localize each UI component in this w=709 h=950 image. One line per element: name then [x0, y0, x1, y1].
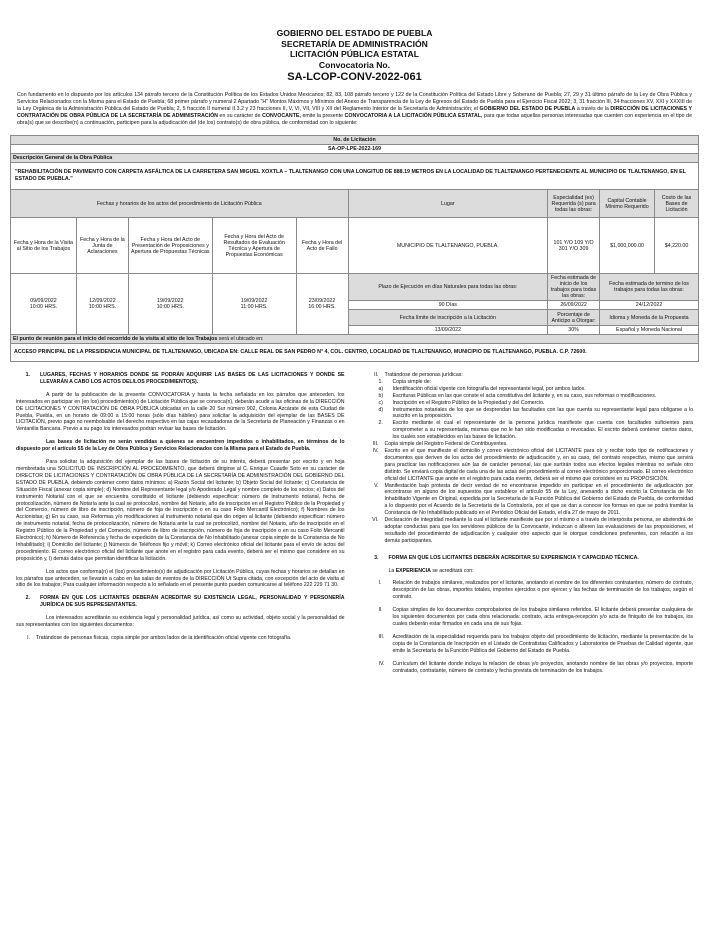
header-tender-type: LICITACIÓN PÚBLICA ESTATAL — [290, 49, 419, 59]
list-item — [16, 635, 345, 642]
schedule-label: Fechas y horarios de los actos del procedimiento de Licitación Pública — [11, 190, 349, 218]
location-label: Lugar — [348, 190, 548, 218]
list-item — [365, 379, 694, 386]
list-marker: d) — [378, 406, 384, 413]
list-text: Copias simples de los documentos comprobatorios de los trabajos similares referidos. El licitante deberá presentar cualquiera de los siguientes documentos por cada obra relacionada: contrato, acta entrega-recepción y/o acta de finiquito de los trabajos, los cuales deberán estar firmados en cada una de sus fojas. — [392, 607, 693, 627]
cost-label: Costo de las Bases de Licitación — [655, 190, 699, 218]
technical-opening-label: Fecha y Hora del Acto de Presentación de Proposiciones y Apertura de Propuestas Técnicas — [128, 218, 212, 274]
experience-intro-c: se acreditará con: — [430, 567, 474, 574]
call-number: SA-LCOP-CONV-2022-061 — [287, 71, 422, 83]
site-visit-hour: 10:00 HRS. — [29, 304, 58, 310]
ruling-date — [296, 274, 348, 335]
start-value: 26/09/2022 — [548, 301, 600, 310]
list-item — [365, 634, 694, 655]
section-2-title: FORMA EN QUE LOS LICITANTES DEBERÁN ACREDITAR SU EXISTENCIA LEGAL, PERSONALIDAD Y PERSONERÍA JURÍDICA DE SUS REPRESENTANTES. — [40, 595, 345, 609]
section-1-paragraph-2: Las bases de licitación no serán vendidas a quienes se encuentren impedidos o inhabilitados, en términos de lo dispuesto por el artículo 55 de la Ley de Obra Pública y Servicios Relacionados con la Misma para el Estado de Puebla. — [16, 439, 345, 453]
list-item — [365, 407, 694, 421]
right-column — [365, 372, 694, 674]
location-value: MUNICIPIO DE TLALTENANGO, PUEBLA. — [348, 218, 548, 274]
list-text: Inscripción en el Registro Público de la Propiedad y del Comercio. — [392, 399, 545, 406]
list-text: Acreditación de la especialidad requerida para los trabajos objeto del procedimiento de licitación, mediante la presentación de la copia de la Constancia de Inscripción en el Listado de Contratistas Calificados y Laboratorios de Pruebas de Calidad vigente, que emite la Secretaría de la Función Pública del Gobierno del Estado de Puebla. — [392, 633, 693, 654]
section-3-heading — [365, 555, 694, 562]
specialty-line-1: 101 Y/O 109 Y/O — [553, 239, 594, 246]
intro-bold-4: CONVOCATORIA A LA LICITACIÓN PÚBLICA ESTATAL, — [344, 113, 483, 119]
intro-text-4: emite la presente — [300, 113, 345, 119]
list-marker: IV. — [378, 660, 385, 667]
section-3-title: FORMA EN QUE LOS LICITANTES DEBERÁN ACREDITAR SU EXPERIENCIA Y CAPACIDAD TÉCNICA. — [388, 554, 639, 561]
list-item — [365, 420, 694, 441]
language-label: Idioma y Moneda de la Propuesta — [600, 310, 699, 326]
experience-intro-a: La — [388, 567, 396, 574]
technical-opening-day: 19/09/2022 — [157, 298, 184, 304]
cost-value: $4,220.00 — [655, 218, 699, 274]
intro-bold-2: DIRECCIÓN DE LICITACIONES Y CONTRATACIÓN DE OBRA PÚBLICA DE LA SECRETARÍA DE ADMINISTRACIÓN — [17, 106, 692, 119]
registration-deadline-label: Fecha límite de inscripción a la Licitación — [348, 310, 548, 326]
intro-paragraph — [10, 92, 699, 127]
list-marker: a) — [378, 385, 384, 392]
language-value: Español y Moneda Nacional — [600, 326, 699, 335]
list-text: Instrumentos notariales de los que se desprendan las facultades con las que cuenta su representante legal para obligarse a lo suscrito en la proposición. — [392, 406, 693, 420]
list-item — [365, 386, 694, 393]
section-2-paragraph: Los interesados acreditarán su existencia legal y personalidad jurídica, así como su actividad, objeto social y la personalidad de sus representantes con los siguientes documentos: — [16, 615, 345, 629]
intro-text-2: a través de la — [575, 106, 611, 112]
list-text: Copia simple de: — [392, 378, 432, 385]
list-marker: I. — [27, 635, 30, 641]
meeting-point-label — [11, 335, 699, 344]
list-text: Copia simple del Registro Federal de Contribuyentes. — [384, 441, 508, 448]
advance-value: 30% — [548, 326, 600, 335]
clarification-hour: 10:00 HRS. — [88, 304, 117, 310]
list-text: Manifestación bajo protesta de decir verdad de no encontrarse impedido en participar en el procedimiento de adjudicación por encontrarse en alguno de los supuestos que establece el artículo 55 de la Ley, anexando a dicho escrito la Constancia de No Inhabilitado Vigente en Original, expedida por la Secretaría de la Función Pública del Gobierno del Estado de Puebla, de conformidad a lo dispuesto por el Acuerdo de la Secretaría de la Contraloría, por el que se dan a conocer los formas en que se podrá tramitar la Constancia de No Inhabilitado publicado en el Periódico Oficial del Estado, el día 27 de mayo de 2011. — [384, 482, 693, 517]
list-text: Relación de trabajos similares, realizados por el licitante, anotando el nombre de los diferentes contratantes, número de contrato, descripción de las obras, importes totales, importes ejercidos o por ejercer y las fechas de terminación de los trabajos, según el contrato. — [392, 580, 693, 601]
list-marker: b) — [378, 392, 384, 399]
term-label: Plazo de Ejecución en días Naturales para todas las obras: — [348, 274, 548, 301]
ruling-label: Fecha y Hora del Acto de Fallo — [296, 218, 348, 274]
list-item — [365, 448, 694, 483]
tender-number: SA-OP-LPE-2022-169 — [11, 145, 699, 154]
intro-text-1: Con fundamento en lo dispuesto por los artículos 134 párrafo tercero de la Constitución Política de los Estados Unidos Mexicanos; 82, 83, 108 párrafo tercero y 122 de la Constitución Política del Estado Libre y Soberano de Puebla; 27, 29 y 31 último párrafo de la Ley de Obra Pública y Servicios Relacionados con la Misma para el Estado de Puebla; 68 primer párrafo y numeral 2 Apartado "H" Montos Máximos y Mínimos del Anexo de Transparencia de la Ley de Egresos del Estado de Puebla para el Ejercicio Fiscal 2022; 3, 31 fracción III, 34 fracciones XV, XXI y XXXIII de la Ley Orgánica de la Administración Pública del Estado de Puebla; 2, 5 fracción II numeral II.3.2 y 23 fracciones II, V, VI, VII, VIII y XII del Reglamento Interior de la Secretaría de Administración; el — [17, 92, 692, 112]
technical-opening-date — [128, 274, 212, 335]
economic-opening-day: 19/09/2022 — [240, 298, 268, 304]
meeting-point-label-bold: El punto de reunión para el inicio del recorrido de la visita al sitio de los Trabajos — [13, 336, 218, 342]
capital-label: Capital Contable Mínimo Requerido — [600, 190, 655, 218]
experience-intro-bold: EXPERIENCIA — [395, 567, 431, 574]
list-marker: II. — [378, 607, 383, 614]
technical-opening-hour: 10:00 HRS. — [156, 304, 184, 310]
list-text: Escrito en el que manifieste el domicilio y correo electrónico oficial del LICITANTE para oír y recibir todo tipo de notificaciones y documentos que deriven de los actos del procedimiento de adjudicación y, en su caso, del contrato respectivo, mismo que servirá para practicar las notificaciones aún las de carácter personal, las que surtirán todos sus efectos legales mientras no señale otro distinto. Se enviará copia digital de cada una de las actas del procedimiento al correo electrónico proporcionado. El correo electrónico oficial del LICITANTE que anote en el registro para cada evento, deberá ser el mismo que considere en su PROPOSICIÓN. — [384, 447, 693, 482]
site-visit-day: 09/09/2022 — [30, 298, 57, 304]
economic-opening-date — [212, 274, 296, 335]
left-column — [16, 372, 345, 674]
tender-table — [10, 135, 699, 362]
intro-text-3: en su carácter de — [217, 113, 263, 119]
list-item — [365, 393, 694, 400]
section-1-title: LUGARES, FECHAS Y HORARIOS DONDE SE PODRÁN ADQUIRIR LAS BASES DE LAS LICITACIONES Y DONDE SE LLEVARÁN A CABO LOS ACTOS DEL/LOS PROCEDIMIENTO(S). — [40, 372, 345, 385]
tender-number-label: No. de Licitación — [11, 136, 699, 145]
section-2-heading — [16, 595, 345, 609]
section-2-number: 2. — [25, 595, 30, 602]
section-1-paragraph-4: Los actos que conforma(n) el (los) procedimiento(s) de adjudicación por Licitación Pública, cuyas fechas y horarios se detallan en los párrafos que anteceden, se llevarán a cabo en las salas de eventos de la DIRECCIÓN Ut Supra citada, con excepción del acto de visita al sitio de los trabajos; Para cualquier información respecto a lo señalado en el presente punto pueden comunicarse al teléfono 222 229 71 30. — [16, 568, 345, 589]
registration-deadline: 13/09/2022 — [348, 326, 548, 335]
specialty-line-2: 301 Y/O 309 — [558, 245, 589, 252]
list-item — [365, 483, 694, 518]
start-label: Fecha estimada de inicio de los trabajos para todas las obras: — [548, 274, 600, 301]
work-description: "REHABILITACIÓN DE PAVIMENTO CON CARPETA ASFÁLTICA DE LA CARRETERA SAN MIGUEL XOXTLA – TLALTENANGO CON UNA LONGITUD DE 888.19 METROS EN LA LOCALIDAD DE TLALTENANGO PERTENECIENTE AL MUNICIPIO DE TLALTENANGO, EN EL ESTADO DE PUEBLA." — [11, 163, 699, 190]
list-text: Tratándose de personas jurídicas: — [384, 372, 463, 378]
body-columns — [10, 372, 699, 674]
list-text: Currículum del licitante donde incluya la relación de obras y/o proyectos, anotando nombre de las obras y/o proyectos, importe contratado, contratante, número de contrato y fecha prevista de terminación de los trabajos. — [392, 660, 693, 674]
clarification-label: Fecha y Hora de la Junta de Aclaraciones — [76, 218, 128, 274]
economic-opening-label: Fecha y Hora del Acto de Resultados de Evaluación Técnica y Apertura de Propuestas Económicas — [212, 218, 296, 274]
end-value: 24/12/2022 — [600, 301, 699, 310]
site-visit-label: Fecha y Hora de la Visita al Sitio de los Trabajos — [11, 218, 77, 274]
list-marker: 1. — [378, 378, 383, 385]
list-marker: II. — [374, 372, 379, 378]
term-value: 90 Días — [348, 301, 548, 310]
clarification-day: 12/09/2022 — [89, 298, 116, 304]
list-text: Identificación oficial vigente con fotografía del representante legal, por ambos lados. — [392, 385, 586, 392]
description-label: Descripción General de la Obra Pública — [11, 154, 699, 163]
list-item — [365, 517, 694, 545]
list-item — [365, 607, 694, 628]
experience-intro — [365, 568, 694, 575]
site-visit-date — [11, 274, 77, 335]
advance-label: Porcentaje de Anticipo a Otorgar: — [548, 310, 600, 326]
document-header — [10, 0, 699, 84]
list-text: Declaración de integridad mediante la cual el licitante manifieste que por sí mismo o a través de interpósita persona, se abstendrá de adoptar conductas para que los servidores públicos de la Convocante, induzcan o alteren las evaluaciones de las proposiciones, el resultado del procedimiento de adjudicación y cualquier otro aspecto que le otorgue condiciones preferentes, con relación a los demás participantes. — [384, 517, 693, 544]
ruling-hour: 16:00 HRS. — [308, 304, 336, 310]
list-marker: c) — [378, 399, 383, 406]
specialty-value — [548, 218, 600, 274]
list-marker: I. — [378, 580, 382, 587]
section-1-heading — [16, 372, 345, 386]
list-marker: VI. — [372, 517, 379, 524]
section-3-number: 3. — [374, 554, 379, 561]
section-1-number: 1. — [25, 372, 30, 378]
intro-bold-1: GOBIERNO DEL ESTADO DE PUEBLA — [479, 106, 576, 112]
section-1-paragraph-1: A partir de la publicación de la presente CONVOCATORIA y hasta la fecha señalada en los párrafos que anteceden, los interesados en participar en (en los) procedimiento(s) de Licitación Pública que se convoca(n), deberán acudir a las oficinas de la DIRECCIÓN DE LICITACIONES Y CONTRATACIÓN DE OBRA PÚBLICA ubicadas en la calle 20 Sur número 902, Colonia Azcárate de esta Ciudad de Puebla, Puebla, en un horario de 09:00 a 15:00 horas (sólo días hábiles) para solicitar la adquisición del ejemplar de las BASES DE LICITACIÓN, previo pago no reembolsable del derecho respectivo en las cajas recaudadoras de la Secretaría de Planeación y Finanzas o en Ventanilla Bancaria. Previo a su pago los interesados podrán revisar las bases de licitación. — [16, 391, 345, 433]
capital-value: $1,000,000.00 — [600, 218, 655, 274]
clarification-date — [76, 274, 128, 335]
intro-bold-3: CONVOCANTE, — [262, 113, 301, 119]
list-text: Escrituras Públicas en las que conste el acta constitutiva del licitante y, en su caso, sus reformas o modificaciones. — [392, 392, 657, 399]
list-text: Tratándose de personas físicas, copia simple por ambos lados de la identificación oficial vigente con fotografía. — [36, 635, 292, 641]
section-1-paragraph-3: Para solicitar la adquisición del ejemplar de las bases de licitación de su interés, deberá presentar por escrito y en hoja membretada una SOLICITUD DE INSCRIPCIÓN AL PROCEDIMIENTO, que deberá dirigirse al C. Enrique Cuautle Soto en su carácter de DIRECTOR DE LICITACIONES Y CONTRATACIÓN DE OBRA PÚBLICA DE LA SECRETARÍA DE ADMINISTRACIÓN DEL GOBIERNO DEL ESTADO DE PUEBLA, debiendo contener como datos mínimos: a) Razón Social del licitante; b) Objeto Social del licitante; c) Constancia de Situación Fiscal (anexar copia simple); d) Nombre del Representante legal y/o Apoderado Legal y nombre completo de los socios; e) Datos del instrumento Notarial con el que se encuentra constituido el licitante (debiendo especificar: número de instrumento notarial, fecha de protocolización, número de Notaría ante la cual se protocolizó, nombre del Notario, año de inscripción en el Registro Público de la Propiedad y del Comercio, número de libro de inscripción, número de foja de inscripción o en su caso Folio Mercantil Electrónico); f) Nombres de los Accionistas; g) En su caso, sus Reformas y/o modificaciones al instrumento notarial que dio origen al licitante (debiendo especificar: número de instrumento notarial, fecha de protocolización, número de Notaría ante la cual se protocolizó, nombre del Notario, año de inscripción en el Registro Público de la Propiedad y del Comercio, número de libro de inscripción, número de foja de inscripción o en su caso Folio Mercantil Electrónico); h) Número de Referencia y fecha de expedición de la Constancia de No Inhabilitado (anexar copia simple de la Constancia de No Inhabilitado); i) Domicilio del licitante; j) Números de Teléfonos fijo y móvil; k) Correo electrónico oficial del licitante para el envío de actos del procedimiento. El correo electrónico oficial del licitante que anote en el registro para cada evento, deberá ser el mismo que considere en su proposición y, l) demás datos que permitan identificar la licitación. — [16, 459, 345, 562]
header-call-label: Convocatoria No. — [318, 59, 391, 70]
economic-opening-hour: 11:00 HRS. — [240, 304, 268, 310]
list-marker: III. — [378, 633, 385, 640]
list-item — [365, 372, 694, 379]
list-item — [365, 661, 694, 675]
specialty-label: Especialidad (es) Requerida (s) para todas las obras: — [548, 190, 600, 218]
list-item — [365, 580, 694, 601]
ruling-day: 23/09/2022 — [308, 298, 336, 304]
list-marker: 2. — [378, 420, 383, 427]
end-label: Fecha estimada de termino de los trabajos para todas las obras: — [600, 274, 699, 301]
list-marker: IV. — [372, 447, 379, 454]
list-marker: III. — [372, 441, 379, 448]
meeting-point-address: ACCESO PRINCIPAL DE LA PRESIDENCIA MUNICIPAL DE TLALTENANGO, UBICADA EN: CALLE REAL DE SAN PEDRO N° 4, COL. CENTRO, LOCALIDAD DE TLALTENANGO, MUNICIPIO DE TLALTENANGO, PUEBLA. C.P. 72600. — [11, 344, 699, 362]
intro-text-5: para que todas aquellas personas interesadas que cuenten con experiencia en el tipo de obra(s) que se describe(n) a continuación, participen para la adjudicación del (de los) contrato(s) de obra pública, de conformidad con lo siguiente: — [17, 113, 692, 126]
meeting-point-label-tail: será el ubicado en: — [217, 336, 264, 342]
list-text: Escrito mediante el cual el representante de la persona jurídica manifieste que cuenta con facultades suficientes para comprometer a su representada, mismas que no le han sido modificadas o revocadas. El escrito deberá contener ciertos datos, los cuales son establecidos en las bases de licitación. — [392, 420, 693, 441]
list-item — [365, 400, 694, 407]
header-secretariat: SECRETARÍA DE ADMINISTRACIÓN — [281, 38, 428, 49]
list-marker: V. — [374, 482, 379, 489]
list-item — [365, 441, 694, 448]
header-government: GOBIERNO DEL ESTADO DE PUEBLA — [276, 28, 433, 38]
